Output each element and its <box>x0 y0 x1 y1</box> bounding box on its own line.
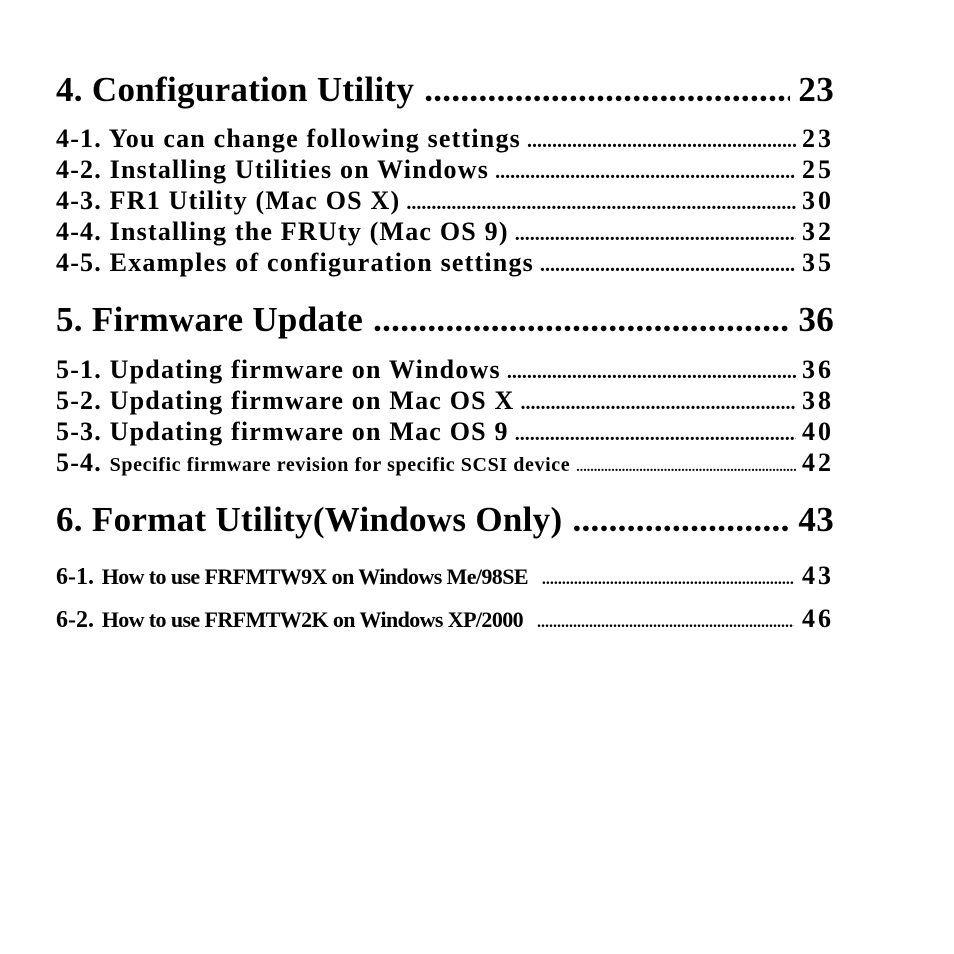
toc-section-number: 6-2. <box>56 607 94 633</box>
toc-section-4-1[interactable] <box>56 124 834 154</box>
dot-leader <box>542 571 794 589</box>
toc-section-title: 4-4. Installing the FRUty (Mac OS 9) <box>56 217 509 246</box>
dot-leader <box>527 130 796 153</box>
dot-leader <box>515 223 796 246</box>
toc-section-title: 5-2. Updating firmware on Mac OS X <box>56 386 515 415</box>
toc-chapter-6[interactable] <box>56 500 834 540</box>
toc-chapter-4[interactable] <box>56 70 834 110</box>
toc-page-number: 40 <box>802 417 834 446</box>
toc-section-title: How to use FRFMTW9X on Windows Me/98SE <box>101 564 528 589</box>
toc-section-title: 4-1. You can change following settings <box>56 124 521 153</box>
toc-page-number: 35 <box>802 248 834 277</box>
toc-section-title: 4-2. Installing Utilities on Windows <box>56 155 490 184</box>
toc-section-title: 4-3. FR1 Utility (Mac OS X) <box>56 186 401 215</box>
toc-page-number: 36 <box>798 300 834 339</box>
toc-section-label <box>56 448 570 478</box>
toc-section-title: 5-1. Updating firmware on Windows <box>56 355 501 384</box>
toc-page-number: 23 <box>798 70 834 109</box>
toc-chapter-title: 6. Format Utility(Windows Only) <box>56 500 563 539</box>
toc-chapter-title: 4. Configuration Utility <box>56 70 415 109</box>
toc-section-4-2[interactable] <box>56 155 834 185</box>
dot-leader <box>373 300 790 340</box>
toc-section-5-1[interactable] <box>56 355 834 385</box>
toc-page-number: 23 <box>802 124 834 153</box>
toc-section-4-3[interactable] <box>56 186 834 216</box>
toc-page-number: 42 <box>802 448 834 477</box>
toc-page-number: 25 <box>802 155 834 184</box>
toc-section-label <box>56 561 528 591</box>
toc-section-6-2[interactable] <box>56 604 834 634</box>
dot-leader <box>406 192 796 215</box>
dot-leader <box>424 70 790 110</box>
toc-section-5-3[interactable] <box>56 417 834 447</box>
toc-section-5-2[interactable] <box>56 386 834 416</box>
toc-chapter-title: 5. Firmware Update <box>56 300 364 339</box>
toc-chapter-5[interactable] <box>56 300 834 340</box>
toc-section-4-5[interactable] <box>56 248 834 278</box>
toc-page-number: 43 <box>802 561 834 590</box>
toc-page-number: 30 <box>802 186 834 215</box>
toc-page-number: 32 <box>802 217 834 246</box>
toc-page-number: 36 <box>802 355 834 384</box>
toc-section-5-4[interactable] <box>56 448 834 478</box>
dot-leader <box>507 361 796 384</box>
toc-section-title: How to use FRFMTW2K on Windows XP/2000 <box>101 607 524 632</box>
dot-leader <box>572 500 790 540</box>
toc-section-title: 5-3. Updating firmware on Mac OS 9 <box>56 417 509 446</box>
toc-page-number: 46 <box>802 604 834 633</box>
dot-leader <box>540 254 796 277</box>
toc-page-number: 38 <box>802 386 834 415</box>
toc-section-title: Specific firmware revision for specific SCSI device <box>109 454 571 476</box>
dot-leader <box>537 614 794 632</box>
toc-section-4-4[interactable] <box>56 217 834 247</box>
toc-section-6-1[interactable] <box>56 561 834 591</box>
dot-leader <box>495 161 796 184</box>
toc-page-number: 43 <box>798 500 834 539</box>
toc-section-number: 5-4. <box>56 448 102 477</box>
toc-section-number: 6-1. <box>56 564 94 590</box>
toc-section-label <box>56 604 523 634</box>
toc-section-title: 4-5. Examples of configuration settings <box>56 248 534 277</box>
dot-leader <box>520 392 796 415</box>
dot-leader <box>576 460 796 476</box>
dot-leader <box>515 423 796 446</box>
